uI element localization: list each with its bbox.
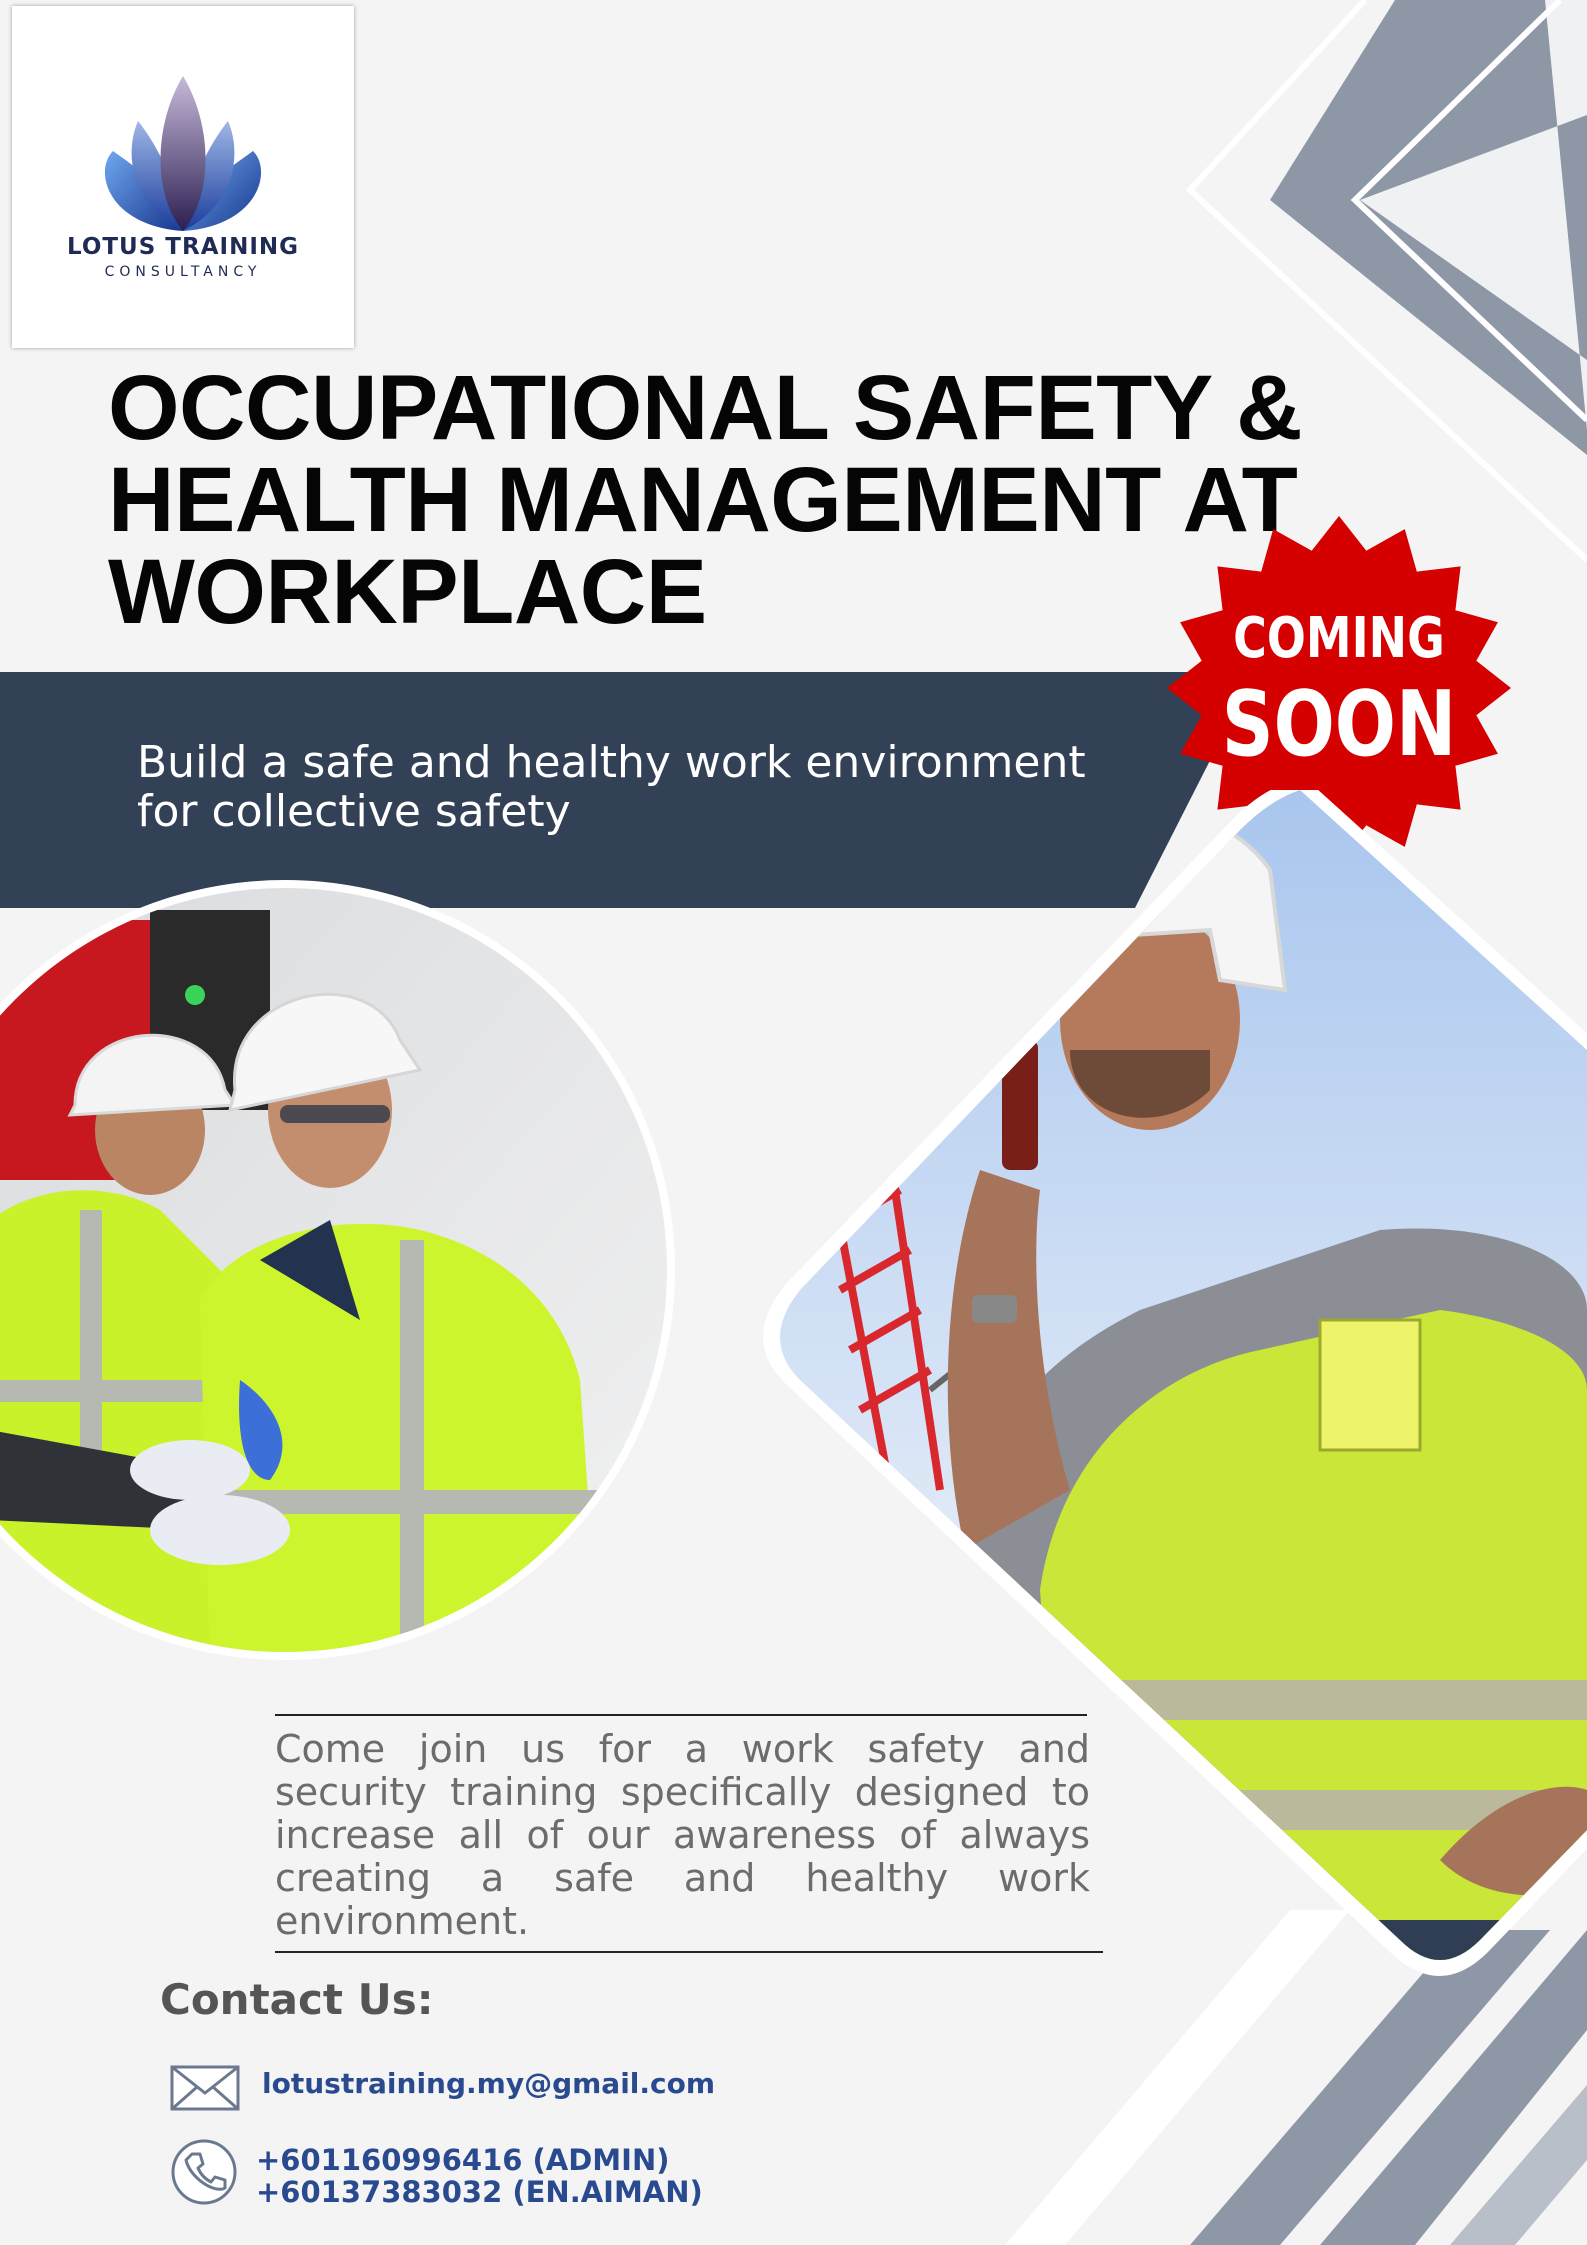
contact-phones: [256, 2144, 703, 2208]
description: Come join us for a work safety and security training specifically designed to increase all of our awareness of always creating a safe and healthy work environment.: [275, 1727, 1090, 1943]
workers-photo: [0, 880, 690, 1670]
tagline-line-1: Build a safe and healthy work environment: [137, 737, 1086, 788]
phone-aiman[interactable]: +60137383032 (EN.AIMAN): [256, 2175, 703, 2209]
bottom-rule: [275, 1951, 1103, 1953]
tagline-line-2: for collective safety: [137, 786, 571, 837]
title-line-1: OCCUPATIONAL SAFETY &: [108, 357, 1303, 459]
lotus-icon: [98, 76, 268, 236]
badge-line-1: COMING: [1233, 606, 1445, 671]
logo-subtitle: CONSULTANCY: [104, 264, 262, 280]
phone-icon: [170, 2138, 238, 2206]
logo-name: LOTUS TRAINING: [66, 234, 300, 260]
envelope-icon: [170, 2065, 240, 2111]
contact-email[interactable]: lotustraining.my@gmail.com: [262, 2067, 716, 2100]
title-line-3: WORKPLACE: [108, 541, 707, 643]
badge-line-2: SOON: [1221, 672, 1457, 777]
logo: [12, 6, 354, 348]
phone-admin[interactable]: +601160996416 (ADMIN): [256, 2143, 670, 2177]
contact-heading: Contact Us:: [160, 1975, 434, 2024]
title-line-2: HEALTH MANAGEMENT AT: [108, 449, 1298, 551]
top-rule: [275, 1714, 1087, 1716]
